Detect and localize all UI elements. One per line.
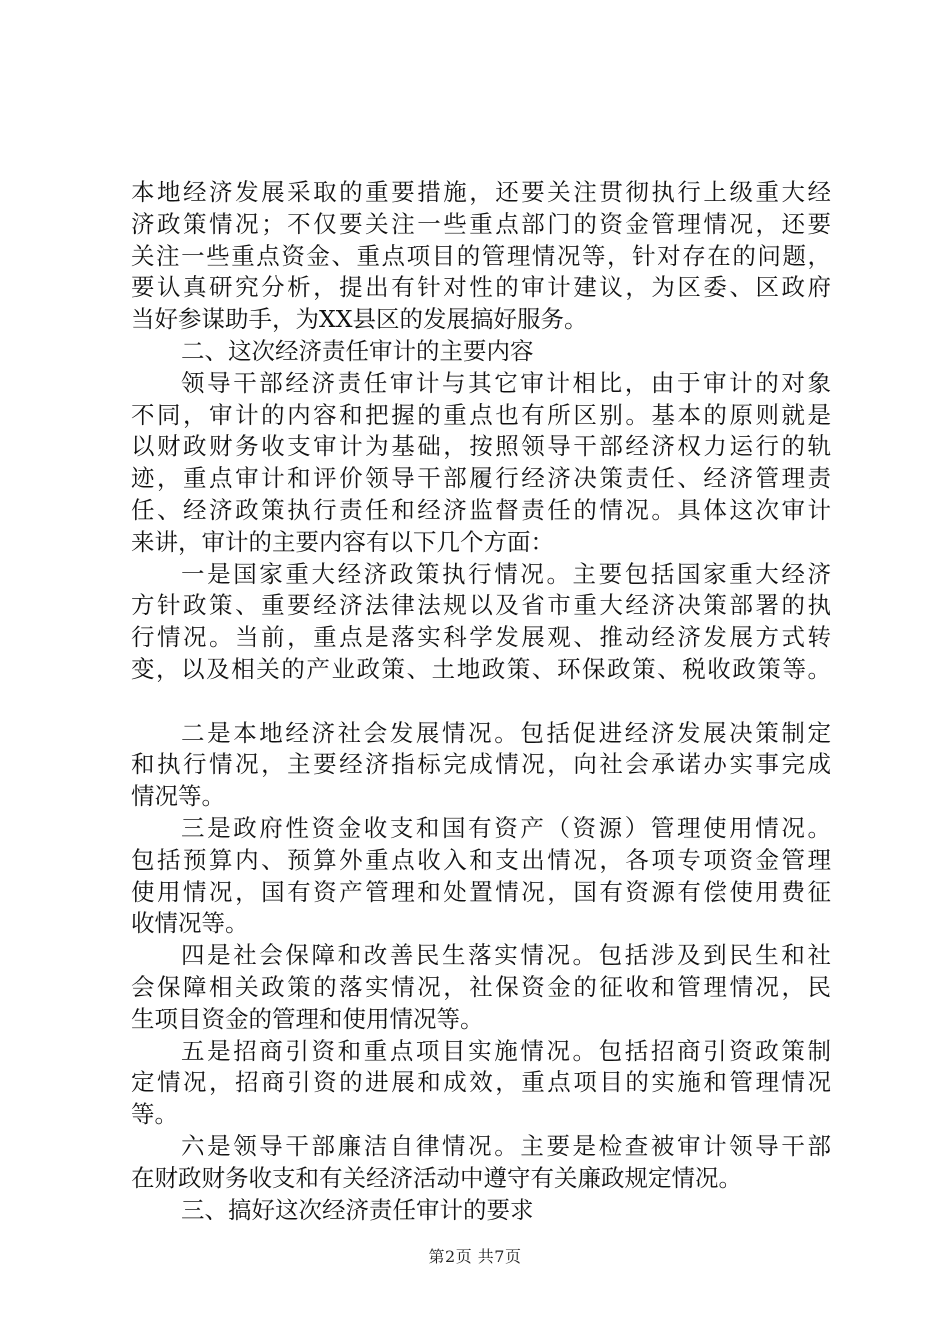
text-line: 当好参谋助手，为XX县区的发展搞好服务。 (131, 305, 588, 334)
text-line: 迹，重点审计和评价领导干部履行经济决策责任、经济管理责 (131, 464, 831, 493)
text-line: 三是政府性资金收支和国有资产（资源）管理使用情况。 (181, 813, 831, 842)
text-line: 领导干部经济责任审计与其它审计相比，由于审计的对象 (181, 368, 831, 397)
text-line: 六是领导干部廉洁自律情况。主要是检查被审计领导干部 (181, 1131, 831, 1160)
text-line: 包括预算内、预算外重点收入和支出情况，各项专项资金管理 (131, 845, 831, 874)
text-line: 本地经济发展采取的重要措施，还要关注贯彻执行上级重大经 (131, 178, 831, 206)
text-line: 使用情况，国有资产管理和处置情况，国有资源有偿使用费征 (131, 877, 831, 906)
text-line: 等。 (131, 1100, 178, 1129)
text-line: 要认真研究分析，提出有针对性的审计建议，为区委、区政府 (131, 273, 831, 302)
text-line: 和执行情况，主要经济指标完成情况，向社会承诺办实事完成 (131, 750, 831, 779)
text-line: 生项目资金的管理和使用情况等。 (131, 1004, 484, 1033)
text-line: 二是本地经济社会发展情况。包括促进经济发展决策制定 (181, 718, 831, 747)
document-body (131, 177, 831, 1226)
text-line: 一是国家重大经济政策执行情况。主要包括国家重大经济 (181, 559, 831, 588)
text-line: 会保障相关政策的落实情况，社保资金的征收和管理情况，民 (131, 972, 831, 1001)
text-line: 定情况，招商引资的进展和成效，重点项目的实施和管理情况 (131, 1068, 831, 1097)
text-line: 收情况等。 (131, 909, 249, 938)
text-line: 方针政策、重要经济法律法规以及省市重大经济决策部署的执 (131, 591, 831, 620)
text-line: 四是社会保障和改善民生落实情况。包括涉及到民生和社 (181, 941, 831, 970)
text-line: 在财政财务收支和有关经济活动中遵守有关廉政规定情况。 (131, 1163, 742, 1192)
text-line: 情况等。 (131, 782, 225, 811)
text-line: 来讲，审计的主要内容有以下几个方面： (131, 527, 554, 556)
text-line: 行情况。当前，重点是落实科学发展观、推动经济发展方式转 (131, 623, 831, 652)
page-footer: 第2页 共7页 (428, 1247, 522, 1266)
text-line: 以财政财务收支审计为基础，按照领导干部经济权力运行的轨 (131, 432, 831, 461)
text-line: 五是招商引资和重点项目实施情况。包括招商引资政策制 (181, 1036, 831, 1065)
text-line: 二、这次经济责任审计的主要内容 (181, 336, 534, 365)
text-line: 任、经济政策执行责任和经济监督责任的情况。具体这次审计 (131, 495, 831, 524)
text-line: 三、搞好这次经济责任审计的要求 (181, 1195, 534, 1224)
text-line: 不同，审计的内容和把握的重点也有所区别。基本的原则就是 (131, 400, 831, 429)
text-line: 关注一些重点资金、重点项目的管理情况等，针对存在的问题， (131, 241, 831, 270)
text-line: 济政策情况；不仅要关注一些重点部门的资金管理情况，还要 (131, 209, 831, 238)
text-line: 变，以及相关的产业政策、土地政策、环保政策、税收政策等。 (131, 654, 831, 683)
blank-line (131, 686, 831, 718)
